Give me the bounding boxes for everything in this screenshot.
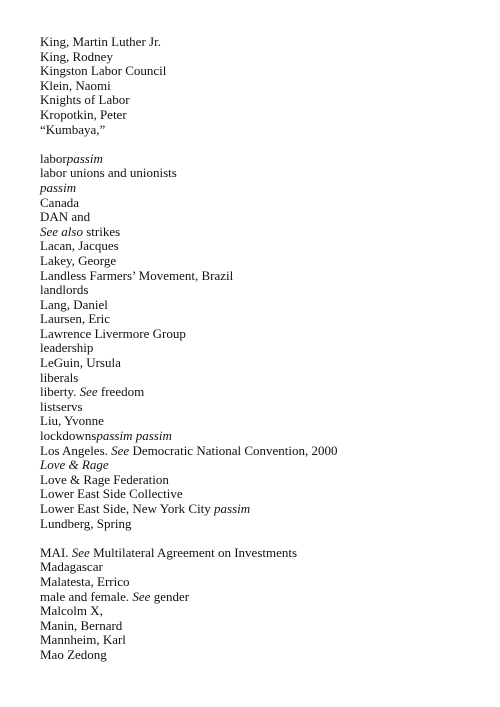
index-entry-text: gender	[150, 588, 190, 604]
index-entry	[40, 341, 480, 356]
index-entry-italic-text: passim	[214, 501, 251, 516]
index-entry-text: King, Rodney	[40, 48, 113, 64]
index-entry	[40, 239, 480, 254]
index-entry	[40, 166, 480, 181]
index-entry	[40, 79, 480, 94]
index-entry-text: Lawrence Livermore Group	[40, 325, 186, 341]
index-entry	[40, 604, 480, 619]
index-entry-text: Lundberg, Spring	[40, 515, 132, 531]
index-entry	[40, 633, 480, 648]
index-entry	[40, 50, 480, 65]
index-entry	[40, 312, 480, 327]
index-entry-text: Lower East Side, New York City	[40, 501, 215, 516]
index-entry-text: liberals	[40, 369, 79, 385]
index-entry-text: leadership	[40, 340, 94, 356]
index-entry-text: male and female.	[40, 588, 133, 604]
index-entry-italic-text: See	[132, 588, 151, 604]
index-entry-text: Mannheim, Karl	[40, 632, 126, 648]
index-entry-text: DAN and	[40, 209, 91, 225]
index-entry-text: Love & Rage Federation	[40, 471, 169, 487]
index-entry-text: landlords	[40, 282, 89, 298]
index-entry-text: Madagascar	[40, 559, 103, 575]
index-entry-italic-text: Love & Rage	[40, 457, 109, 473]
index-letter-gap	[40, 531, 480, 546]
index-list	[40, 35, 480, 663]
index-entry-text: Malatesta, Errico	[40, 573, 130, 589]
index-entry	[40, 414, 480, 429]
index-entry	[40, 298, 480, 313]
index-entry-italic-text: passim	[66, 150, 103, 166]
index-entry-text: Manin, Bernard	[40, 617, 123, 633]
index-entry-italic-text: See	[111, 442, 130, 458]
index-entry-text: Democratic National Convention, 2000	[129, 442, 338, 458]
index-entry	[40, 225, 480, 240]
index-entry-text: LeGuin, Ursula	[40, 355, 121, 371]
index-entry-text: labor	[40, 150, 67, 166]
index-entry-text: Lacan, Jacques	[40, 238, 119, 254]
index-entry	[40, 560, 480, 575]
index-entry-text: Klein, Naomi	[40, 77, 111, 93]
index-entry-text: “Kumbaya,”	[40, 121, 106, 137]
index-entry	[40, 327, 480, 342]
index-entry	[40, 35, 480, 50]
index-entry	[40, 181, 480, 196]
index-entry-italic-text: See	[71, 544, 90, 560]
index-entry	[40, 196, 480, 211]
index-entry-text: Lang, Daniel	[40, 296, 108, 312]
index-entry	[40, 429, 480, 444]
index-entry	[40, 385, 480, 400]
index-entry	[40, 458, 480, 473]
index-page	[40, 35, 480, 663]
index-entry-text: Lakey, George	[40, 252, 117, 268]
index-entry	[40, 400, 480, 415]
index-entry	[40, 254, 480, 269]
index-entry	[40, 269, 480, 284]
index-entry-text: Kropotkin, Peter	[40, 106, 127, 122]
index-entry-text: Mao Zedong	[40, 646, 107, 662]
index-entry-text: Multilateral Agreement on Investments	[89, 544, 298, 560]
index-entry-text: Landless Farmers’ Movement, Brazil	[40, 267, 234, 283]
index-entry	[40, 123, 480, 138]
index-entry	[40, 575, 480, 590]
index-entry-text: Knights of Labor	[40, 92, 130, 108]
index-entry-text: Liu, Yvonne	[40, 413, 104, 429]
index-entry	[40, 546, 480, 561]
index-letter-gap	[40, 137, 480, 152]
index-entry	[40, 444, 480, 459]
index-entry-italic-text: See also	[40, 223, 83, 239]
index-entry-italic-text: passim	[40, 179, 77, 195]
index-entry-text: liberty.	[40, 384, 80, 400]
index-entry	[40, 108, 480, 123]
index-entry-italic-text: passim passim	[96, 428, 172, 444]
index-entry-text: labor unions and unionists	[40, 165, 177, 181]
index-entry-text: Lower East Side Collective	[40, 486, 183, 502]
index-entry	[40, 283, 480, 298]
index-entry	[40, 371, 480, 386]
index-entry-text: Laursen, Eric	[40, 311, 111, 327]
index-entry	[40, 502, 480, 517]
index-entry-text: strikes	[82, 223, 121, 239]
index-entry-text: Canada	[40, 194, 79, 210]
index-entry	[40, 619, 480, 634]
index-entry	[40, 648, 480, 663]
index-entry	[40, 64, 480, 79]
index-entry-text: lockdowns	[40, 428, 97, 444]
index-entry-text: MAI.	[40, 544, 72, 560]
index-entry-italic-text: See	[79, 384, 98, 400]
index-entry	[40, 473, 480, 488]
index-entry-text: listservs	[40, 398, 83, 414]
index-entry-text: freedom	[97, 384, 145, 400]
index-entry	[40, 356, 480, 371]
index-entry	[40, 210, 480, 225]
index-entry-text: King, Martin Luther Jr.	[40, 34, 161, 49]
index-entry	[40, 590, 480, 605]
index-entry-text: Malcolm X,	[40, 603, 103, 619]
index-entry-text: Kingston Labor Council	[40, 63, 167, 79]
index-entry	[40, 517, 480, 532]
index-entry	[40, 93, 480, 108]
index-entry	[40, 152, 480, 167]
index-entry-text: Los Angeles.	[40, 442, 112, 458]
index-entry	[40, 487, 480, 502]
